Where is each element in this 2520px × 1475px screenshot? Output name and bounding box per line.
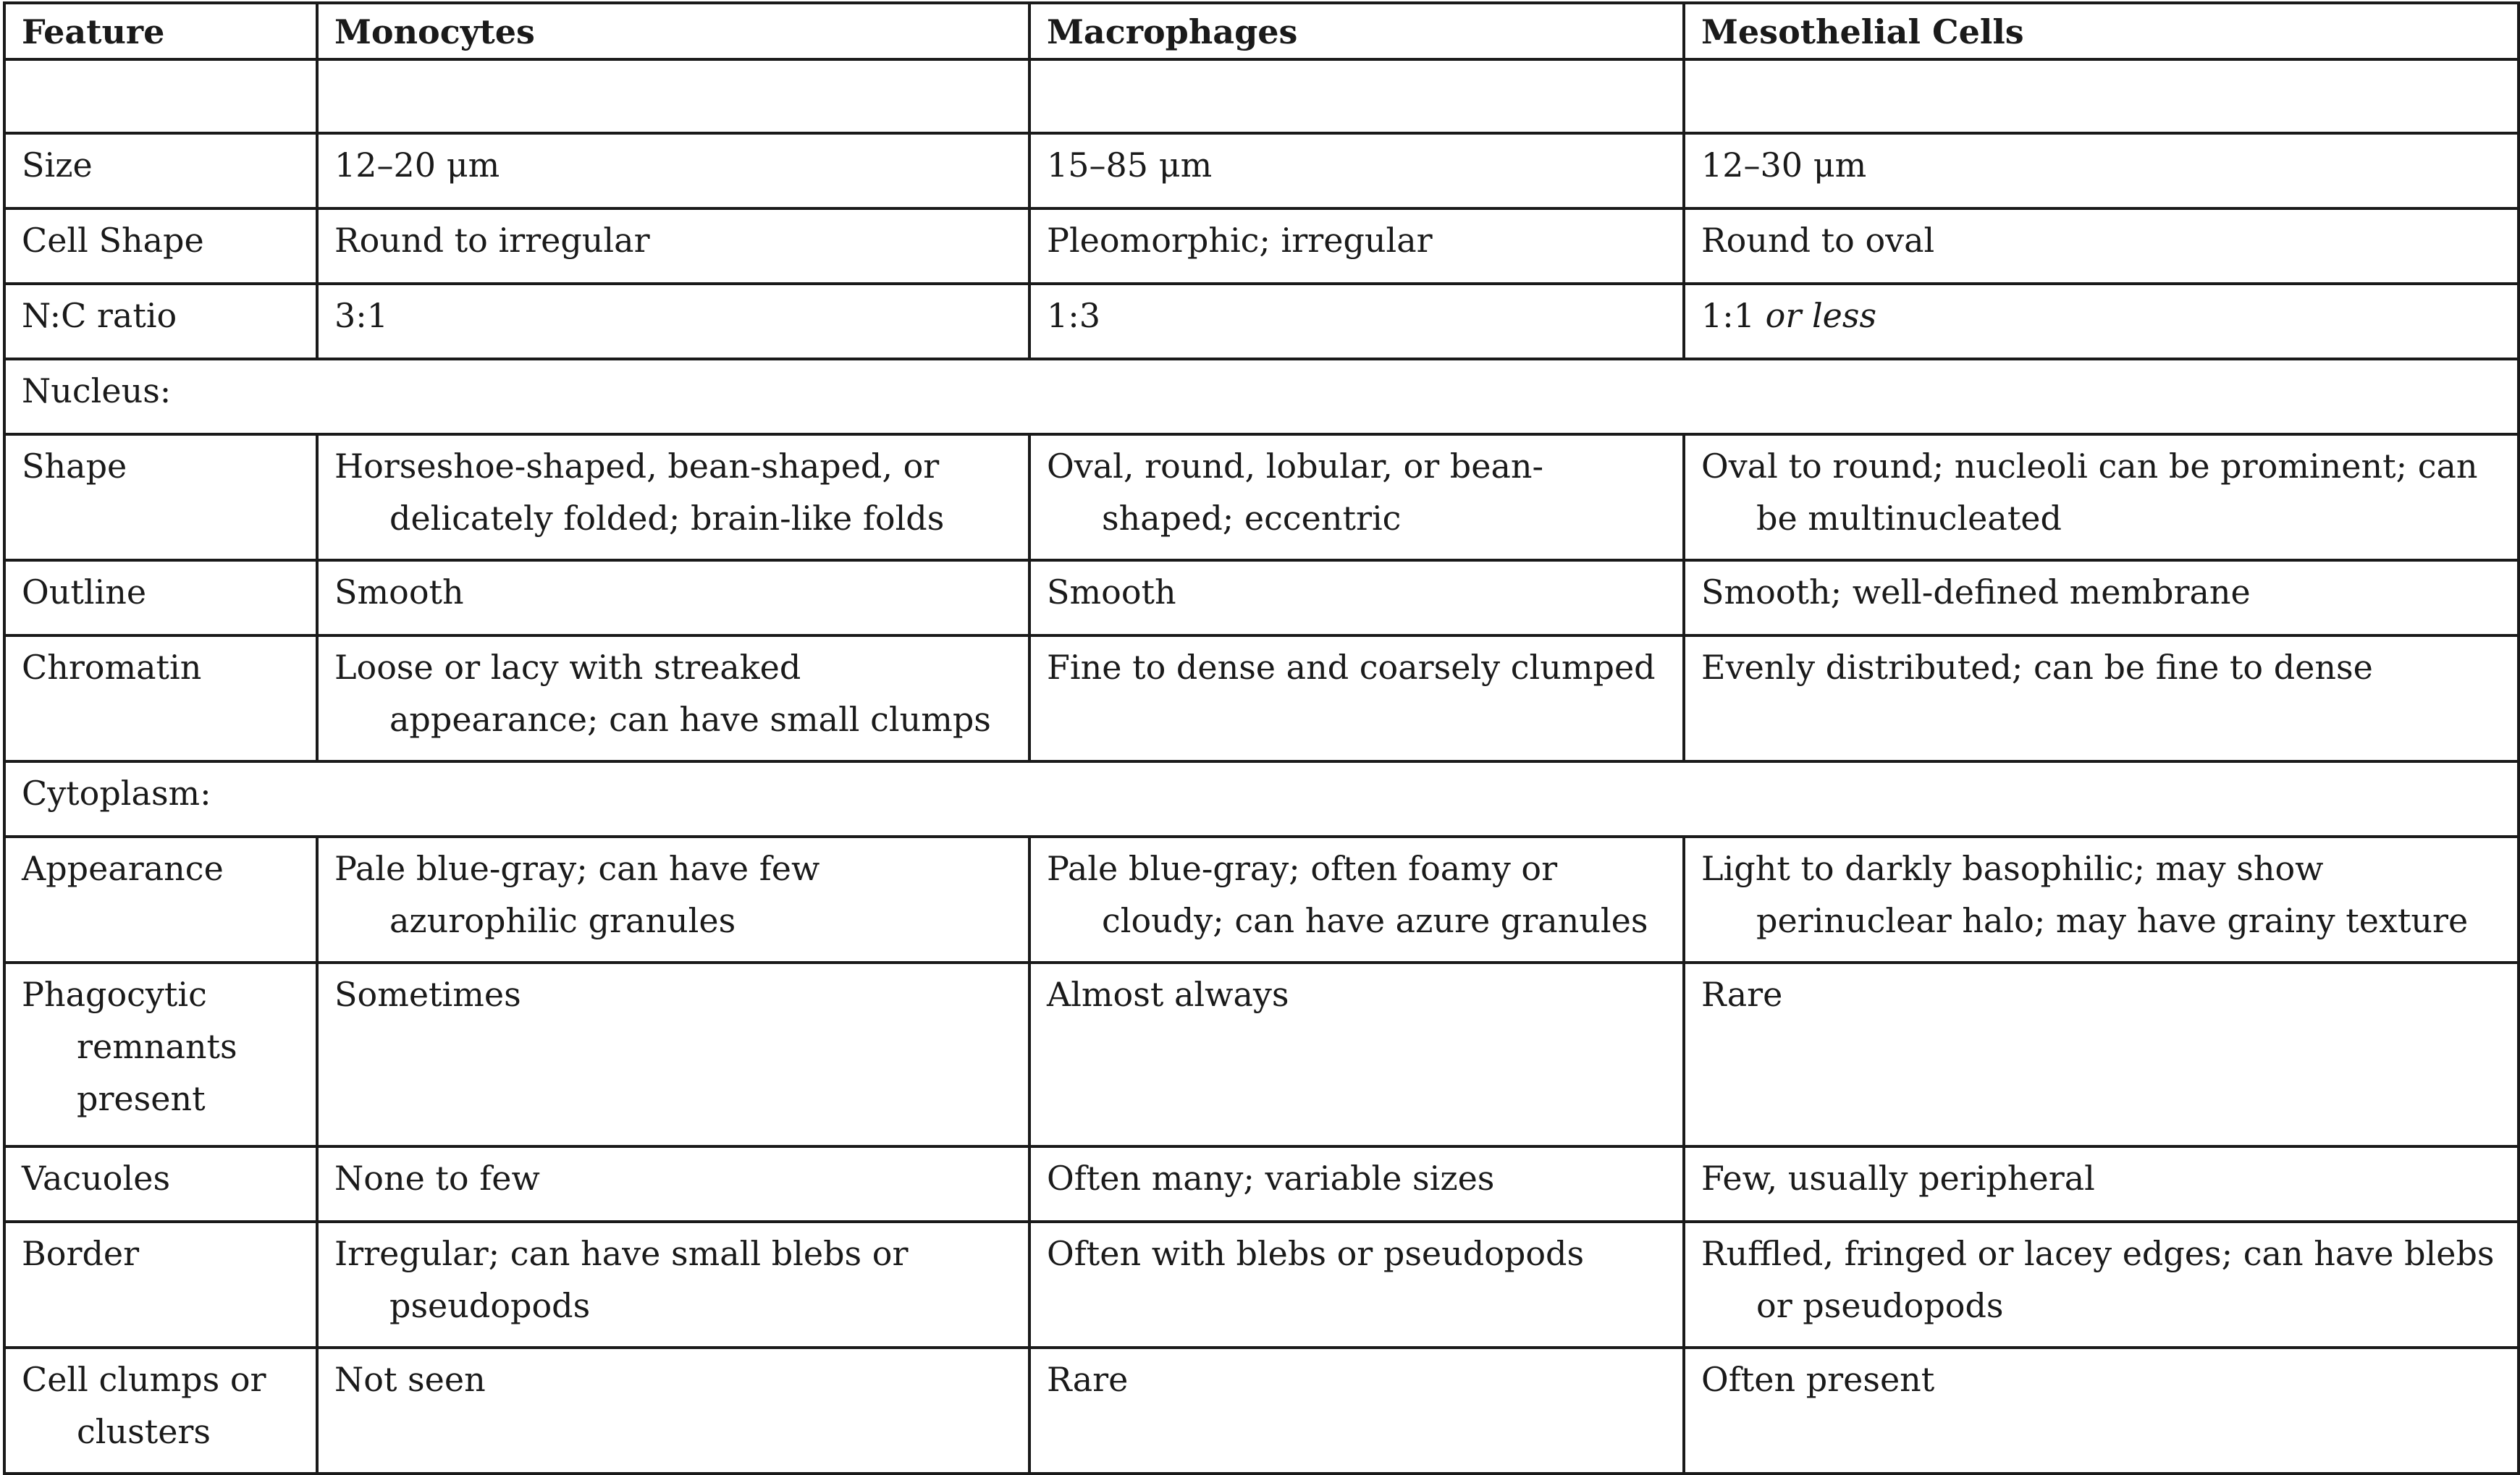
feature-text: Cell clumps or clusters [22, 1360, 266, 1451]
macrophages-cell [1029, 1222, 1684, 1348]
monocytes-cell: 12–20 μm [317, 133, 1029, 208]
table-row-cell-clumps [4, 1348, 2519, 1474]
empty-cell [1029, 59, 1684, 133]
feature-cell: N:C ratio [4, 284, 317, 359]
feature-cell [4, 963, 317, 1146]
monocytes-cell: Round to irregular [317, 208, 1029, 284]
table-row-vacuoles [4, 1146, 2519, 1222]
mesothelial-cell: Smooth; well-defined membrane [1684, 560, 2519, 635]
monocytes-cell: Not seen [317, 1348, 1029, 1474]
empty-cell [317, 59, 1029, 133]
mesothelial-cell: 12–30 μm [1684, 133, 2519, 208]
mesothelial-cell: Few, usually peripheral [1684, 1146, 2519, 1222]
monocytes-text: Horseshoe-shaped, bean-shaped, or delicately folded; brain-like folds [334, 447, 945, 538]
macrophages-cell [1029, 635, 1684, 761]
mesothelial-cell: Rare [1684, 963, 2519, 1146]
table-row-phagocytic-remnants [4, 963, 2519, 1146]
mesothelial-text: Ruffled, fringed or lacey edges; can have blebs or pseudopods [1701, 1234, 2495, 1325]
macrophages-cell [1029, 434, 1684, 560]
cell-comparison-table [3, 1, 2520, 1475]
macrophages-text: Often with blebs or pseudopods [1047, 1234, 1585, 1273]
comparison-table-container [3, 1, 2520, 1475]
table-row-appearance [4, 837, 2519, 963]
feature-text: Phagocytic remnants present [22, 975, 237, 1118]
monocytes-cell: Smooth [317, 560, 1029, 635]
section-label-cytoplasm: Cytoplasm: [4, 761, 2519, 837]
monocytes-cell [317, 635, 1029, 761]
mesothelial-text: Evenly distributed; can be fine to dense [1701, 648, 2373, 687]
mesothelial-text: Light to darkly basophilic; may show perinuclear halo; may have grainy texture [1701, 849, 2469, 940]
table-row-border [4, 1222, 2519, 1348]
empty-row [4, 59, 2519, 133]
mesothelial-cell: Often present [1684, 1348, 2519, 1474]
mesothelial-cell [1684, 1222, 2519, 1348]
feature-cell: Appearance [4, 837, 317, 963]
feature-cell: Chromatin [4, 635, 317, 761]
mesothelial-cell [1684, 284, 2519, 359]
table-row-nucleus-shape [4, 434, 2519, 560]
section-row-cytoplasm [4, 761, 2519, 837]
mesothelial-cell: Round to oval [1684, 208, 2519, 284]
macrophages-cell: Pleomorphic; irregular [1029, 208, 1684, 284]
monocytes-cell [317, 1222, 1029, 1348]
table-row-nc-ratio [4, 284, 2519, 359]
feature-cell: Shape [4, 434, 317, 560]
feature-cell: Size [4, 133, 317, 208]
mesothelial-cell [1684, 635, 2519, 761]
macrophages-cell: Almost always [1029, 963, 1684, 1146]
mesothelial-nc-value: 1:1 [1701, 296, 1756, 335]
mesothelial-cell [1684, 434, 2519, 560]
empty-cell [4, 59, 317, 133]
feature-cell: Border [4, 1222, 317, 1348]
macrophages-cell: Often many; variable sizes [1029, 1146, 1684, 1222]
feature-cell: Outline [4, 560, 317, 635]
macrophages-text: Fine to dense and coarsely clumped [1047, 648, 1656, 687]
mesothelial-text: Oval to round; nucleoli can be prominent; can be multinucleated [1701, 447, 2478, 538]
header-mesothelial: Mesothelial Cells [1684, 3, 2519, 59]
monocytes-cell [317, 434, 1029, 560]
table-row-chromatin [4, 635, 2519, 761]
header-feature: Feature [4, 3, 317, 59]
mesothelial-cell [1684, 837, 2519, 963]
section-row-nucleus [4, 359, 2519, 434]
feature-cell [4, 1348, 317, 1474]
macrophages-cell: 1:3 [1029, 284, 1684, 359]
table-row-cell-shape [4, 208, 2519, 284]
section-label-nucleus: Nucleus: [4, 359, 2519, 434]
monocytes-cell [317, 837, 1029, 963]
macrophages-cell: Smooth [1029, 560, 1684, 635]
monocytes-cell: None to few [317, 1146, 1029, 1222]
monocytes-text: Loose or lacy with streaked appearance; can have small clumps [334, 648, 991, 739]
empty-cell [1684, 59, 2519, 133]
macrophages-text: Oval, round, lobular, or bean-shaped; eccentric [1047, 447, 1544, 538]
monocytes-cell: Sometimes [317, 963, 1029, 1146]
feature-cell: Cell Shape [4, 208, 317, 284]
mesothelial-nc-qualifier: or less [1765, 296, 1877, 335]
macrophages-text: Pale blue-gray; often foamy or cloudy; can have azure granules [1047, 849, 1648, 940]
macrophages-cell: 15–85 μm [1029, 133, 1684, 208]
header-macrophages: Macrophages [1029, 3, 1684, 59]
table-row-size [4, 133, 2519, 208]
header-row [4, 3, 2519, 59]
table-row-outline [4, 560, 2519, 635]
monocytes-cell: 3:1 [317, 284, 1029, 359]
header-monocytes: Monocytes [317, 3, 1029, 59]
feature-cell: Vacuoles [4, 1146, 317, 1222]
monocytes-text: Irregular; can have small blebs or pseudopods [334, 1234, 909, 1325]
macrophages-cell [1029, 837, 1684, 963]
monocytes-text: Pale blue-gray; can have few azurophilic granules [334, 849, 820, 940]
macrophages-cell: Rare [1029, 1348, 1684, 1474]
